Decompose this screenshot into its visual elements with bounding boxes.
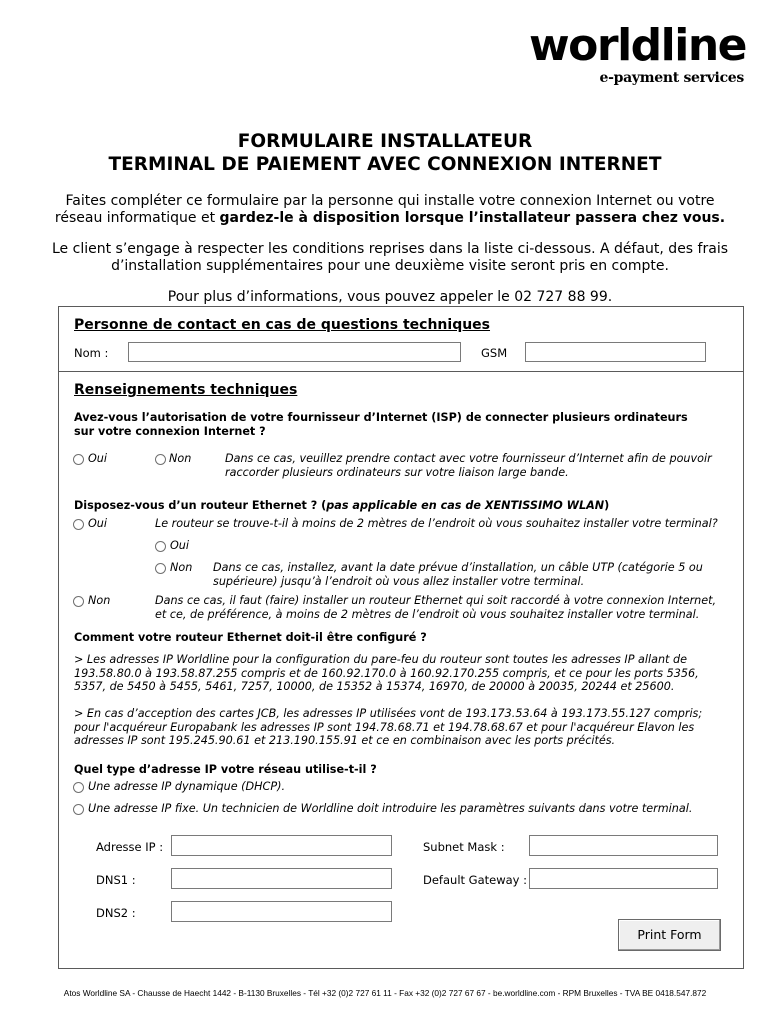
note-line: Dans ce cas, veuillez prendre contact avec votre fournisseur d’Internet afin de pouvoir — [225, 452, 712, 465]
question-note: pas applicable en cas de XENTISSIMO WLAN — [326, 499, 605, 512]
name-label: Nom : — [74, 346, 109, 360]
router-distance-question: Le routeur se trouve-t-il à moins de 2 mètres de l’endroit où vous souhaitez installer votre terminal? — [155, 517, 718, 530]
isp-non-radio[interactable] — [155, 454, 166, 465]
distance-oui-label: Oui — [170, 539, 190, 552]
note-line: Dans ce cas, il faut (faire) installer un routeur Ethernet qui soit raccordé à votre connexion Internet, — [155, 594, 717, 607]
intro-paragraph-1 — [40, 193, 740, 227]
distance-oui-radio[interactable] — [155, 541, 166, 552]
intro-line — [40, 210, 740, 227]
worldline-logo — [478, 20, 748, 90]
dns2-label: DNS2 : — [96, 906, 136, 920]
ip-dhcp-label: Une adresse IP dynamique (DHCP). — [88, 780, 286, 793]
question-router — [74, 499, 609, 513]
isp-oui-radio[interactable] — [73, 454, 84, 465]
question-ip-type: Quel type d’adresse IP votre réseau utilise-t-il ? — [74, 763, 377, 776]
default-gateway-label: Default Gateway : — [423, 873, 528, 887]
section-divider — [58, 371, 744, 372]
intro-line: d’installation supplémentaires pour une deuxième visite seront pris en compte. — [111, 258, 669, 274]
ip-fixed-label: Une adresse IP fixe. Un technicien de Worldline doit introduire les paramètres suivants dans votre terminal. — [88, 802, 693, 815]
footer-company-info: Atos Worldline SA - Chausse de Haecht 1442 - B-1130 Bruxelles - Tél +32 (0)2 727 61 11 - Fax +32 (0)2 727 67 67 - be.worldline.com - RPM Bruxelles - TVA BE 0418.547.872 — [63, 988, 707, 998]
config-paragraph-2 — [74, 707, 702, 748]
default-gateway-input[interactable] — [529, 868, 718, 889]
intro-emphasis: gardez-le à disposition lorsque l’installateur passera chez vous. — [219, 210, 726, 226]
config-line: 5357, de 5450 à 5455, 5461, 7257, 10000, de 15352 à 15374, 16970, de 20000 à 20035, 20244 et 25600. — [74, 680, 675, 693]
isp-non-label: Non — [169, 452, 192, 465]
isp-oui-label: Oui — [88, 452, 108, 465]
question-line: Avez-vous l’autorisation de votre fournisseur d’Internet (ISP) de connecter plusieurs ordinateurs — [74, 411, 688, 424]
question-line: sur votre connexion Internet ? — [74, 425, 266, 438]
intro-line: Le client s’engage à respecter les conditions reprises dans la liste ci-dessous. A défaut, des frais — [52, 241, 728, 257]
logo-tagline: e-payment services — [599, 70, 744, 86]
router-oui-radio[interactable] — [73, 519, 84, 530]
logo-wordmark: worldline — [529, 20, 746, 71]
intro-paragraph-2 — [40, 241, 740, 275]
isp-non-note — [225, 452, 712, 479]
print-form-button[interactable]: Print Form — [618, 919, 721, 951]
note-line: et ce, de préférence, à moins de 2 mètres de l’endroit où vous souhaitez installer votre terminal. — [155, 607, 700, 621]
router-non-radio[interactable] — [73, 596, 84, 607]
config-paragraph-1 — [74, 653, 699, 694]
dns1-label: DNS1 : — [96, 873, 136, 887]
ip-address-input[interactable] — [171, 835, 392, 856]
dns1-input[interactable] — [171, 868, 392, 889]
distance-non-label: Non — [170, 561, 193, 574]
gsm-input[interactable] — [525, 342, 706, 362]
ip-address-label: Adresse IP : — [96, 840, 164, 854]
form-title-line2: TERMINAL DE PAIEMENT AVEC CONNEXION INTERNET — [108, 154, 662, 175]
config-line: 193.58.80.0 à 193.58.87.255 compris et de 160.92.170.0 à 160.92.170.255 compris, et ce pour les ports 5356, — [74, 666, 699, 680]
router-non-note — [155, 594, 716, 621]
subnet-mask-label: Subnet Mask : — [423, 840, 505, 854]
distance-non-note — [213, 561, 703, 588]
config-line: pour l'acquéreur Europabank les adresses IP sont 194.78.68.71 et 194.78.68.67 et pour l'acquéreur Elavon les — [74, 720, 695, 734]
question-isp — [74, 411, 688, 439]
ip-fixed-radio[interactable] — [73, 804, 84, 815]
distance-non-radio[interactable] — [155, 563, 166, 574]
name-input[interactable] — [128, 342, 461, 362]
question-text: Disposez-vous d’un routeur Ethernet ? ( — [74, 499, 327, 512]
intro-paragraph-3: Pour plus d’informations, vous pouvez appeler le 02 727 88 99. — [167, 289, 613, 305]
contact-heading: Personne de contact en cas de questions techniques — [74, 317, 491, 333]
config-line: adresses IP sont 195.245.90.61 et 213.190.155.91 et ce en combinaison avec les ports précités. — [74, 734, 616, 747]
question-config: Comment votre routeur Ethernet doit-il être configuré ? — [74, 631, 427, 644]
router-non-label: Non — [88, 594, 111, 607]
intro-line: Faites compléter ce formulaire par la personne qui installe votre connexion Internet ou votre — [65, 193, 715, 209]
note-line: supérieure) jusqu’à l’endroit où vous allez installer votre terminal. — [213, 574, 585, 588]
ip-dhcp-radio[interactable] — [73, 782, 84, 793]
gsm-label: GSM — [481, 346, 508, 360]
intro-text: réseau informatique et — [54, 210, 220, 226]
note-line: raccorder plusieurs ordinateurs sur votre liaison large bande. — [225, 465, 569, 479]
technical-heading: Renseignements techniques — [74, 382, 298, 398]
question-close: ) — [604, 499, 610, 512]
subnet-mask-input[interactable] — [529, 835, 718, 856]
config-line: > En cas d’acception des cartes JCB, les adresses IP utilisées vont de 193.173.53.64 à 193.173.55.127 compris; — [74, 707, 703, 720]
config-line: > Les adresses IP Worldline pour la configuration du pare-feu du routeur sont toutes les adresses IP allant de — [74, 653, 687, 666]
router-oui-label: Oui — [88, 517, 108, 530]
form-title-line1: FORMULAIRE INSTALLATEUR — [237, 131, 533, 152]
dns2-input[interactable] — [171, 901, 392, 922]
note-line: Dans ce cas, installez, avant la date prévue d’installation, un câble UTP (catégorie 5 ou — [213, 561, 703, 574]
